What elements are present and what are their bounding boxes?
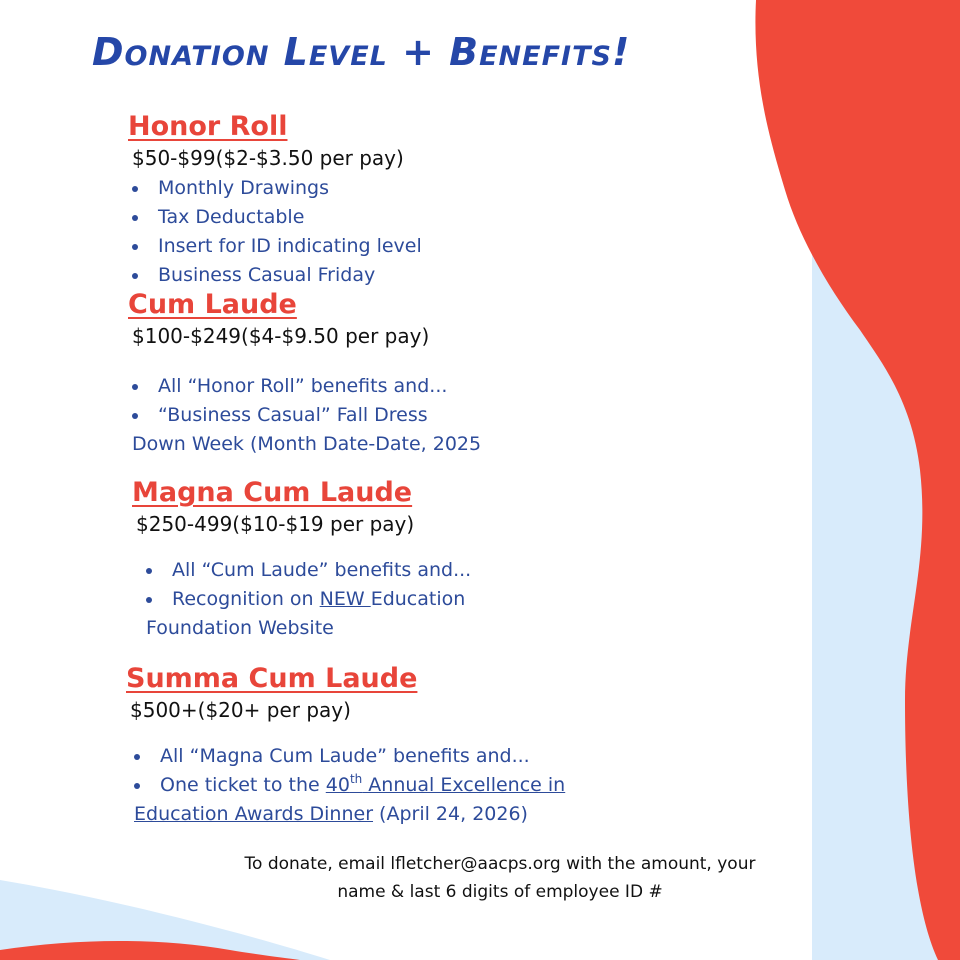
list-item: Monthly Drawings xyxy=(128,174,422,203)
level-summa-cum-laude xyxy=(126,662,565,829)
list-item: All “Honor Roll” benefits and... xyxy=(128,372,481,401)
bullet-icon xyxy=(132,384,138,390)
list-item: All “Cum Laude” benefits and... xyxy=(142,556,471,585)
list-item: Insert for ID indicating level xyxy=(128,232,422,261)
donation-instructions xyxy=(190,850,810,906)
bullet-icon xyxy=(132,215,138,221)
list-item: Recognition on NEW Education xyxy=(142,585,471,614)
benefit-list xyxy=(128,174,422,290)
new-website-link[interactable]: NEW xyxy=(319,588,371,610)
bullet-icon xyxy=(132,244,138,250)
list-item-continuation: Down Week (Month Date-Date, 2025 xyxy=(132,433,482,455)
level-name: Summa Cum Laude xyxy=(126,663,418,694)
bullet-icon xyxy=(134,783,140,789)
list-item-continuation: Education Awards Dinner (April 24, 2026) xyxy=(134,803,528,825)
page-title: Donation Level + Benefits! xyxy=(92,30,631,74)
level-name: Magna Cum Laude xyxy=(132,477,413,508)
bullet-icon xyxy=(132,273,138,279)
bullet-icon xyxy=(134,754,140,760)
list-item: One ticket to the 40th Annual Excellence in xyxy=(130,771,565,800)
bullet-icon xyxy=(132,186,138,192)
level-price: $500+($20+ per pay) xyxy=(130,698,351,722)
list-item: “Business Casual” Fall Dress xyxy=(128,401,481,430)
bullet-icon xyxy=(146,568,152,574)
level-magna-cum-laude xyxy=(132,476,471,643)
list-item: Business Casual Friday xyxy=(128,261,422,290)
awards-dinner-link[interactable]: 40th Annual Excellence in xyxy=(325,772,566,796)
bullet-icon xyxy=(146,597,152,603)
level-honor-roll xyxy=(128,110,422,290)
footer-line-1: To donate, email lfletcher@aacps.org with the amount, your xyxy=(244,854,756,874)
bullet-icon xyxy=(132,413,138,419)
level-price: $50-$99($2-$3.50 per pay) xyxy=(132,146,404,170)
level-price: $100-$249($4-$9.50 per pay) xyxy=(132,324,430,348)
level-name: Cum Laude xyxy=(128,289,297,320)
footer-line-2: name & last 6 digits of employee ID # xyxy=(337,882,663,902)
list-item: All “Magna Cum Laude” benefits and... xyxy=(130,742,565,771)
awards-dinner-link-line2[interactable]: Education Awards Dinner xyxy=(134,803,374,825)
benefit-list xyxy=(128,372,481,459)
list-item: Tax Deductable xyxy=(128,203,422,232)
level-cum-laude xyxy=(128,288,481,459)
level-name: Honor Roll xyxy=(128,111,288,142)
benefit-list xyxy=(130,742,565,829)
list-item-continuation: Foundation Website xyxy=(146,617,334,639)
benefit-list xyxy=(142,556,471,643)
level-price: $250-499($10-$19 per pay) xyxy=(136,512,415,536)
